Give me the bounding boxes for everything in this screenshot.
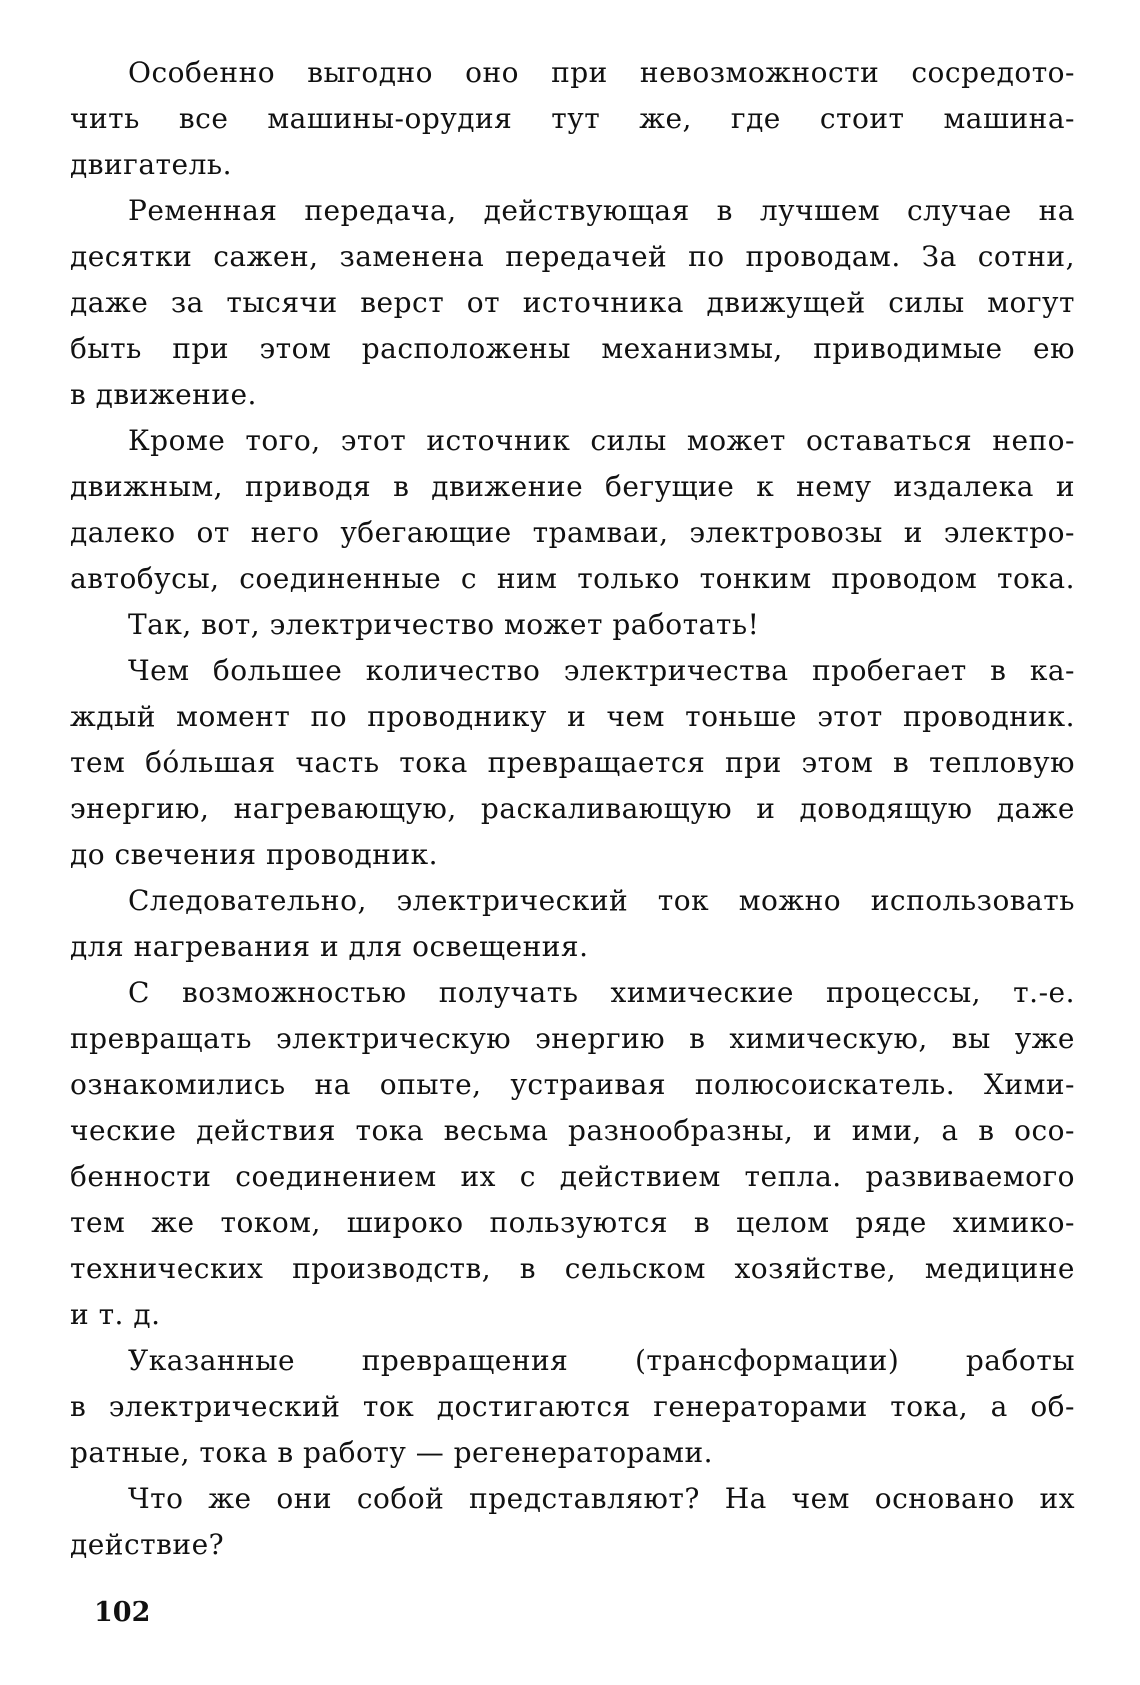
text-line: Чем большее количество электричества пробегает в ка- [128,654,1075,687]
text-line: в электрический ток достигаются генераторами тока, а об- [70,1390,1075,1423]
paragraph-9 [70,1476,1075,1568]
text-line: ознакомились на опыте, устраивая полюсоискатель. Хими- [70,1068,1075,1101]
text-line: действие? [70,1528,225,1561]
text-line: технических производств, в сельском хозяйстве, медицине [70,1252,1075,1285]
text-line: ратные, тока в работу — регенераторами. [70,1436,714,1469]
text-line: С возможностью получать химические процессы, т.-е. [128,976,1075,1009]
text-line: для нагревания и для освещения. [70,930,589,963]
text-line: далеко от него убегающие трамваи, электровозы и электро- [70,516,1075,549]
text-line: и т. д. [70,1298,161,1331]
text-line: Так, вот, электричество может работать! [128,608,760,641]
page-body [70,50,1075,1568]
paragraph-7 [70,970,1075,1338]
text-line: десятки сажен, заменена передачей по проводам. За сотни, [70,240,1075,273]
text-line: ческие действия тока весьма разнообразны, и ими, а в осо- [70,1114,1075,1147]
text-line: тем же током, широко пользуются в целом ряде химико- [70,1206,1075,1239]
text-line: быть при этом расположены механизмы, приводимые ею [70,332,1075,365]
paragraph-4 [70,602,1075,648]
text-line: превращать электрическую энергию в химическую, вы уже [70,1022,1075,1055]
text-line: автобусы, соединенные с ним только тонким проводом тока. [70,562,1075,595]
text-line: движным, приводя в движение бегущие к нему издалека и [70,470,1075,503]
text-line: Ременная передача, действующая в лучшем случае на [128,194,1075,227]
text-line: в движение. [70,378,257,411]
text-line: двигатель. [70,148,233,181]
text-line: Указанные превращения (трансформации) работы [128,1344,1075,1377]
text-line: Кроме того, этот источник силы может оставаться непо- [128,424,1075,457]
text-line: Следовательно, электрический ток можно использовать [128,884,1075,917]
text-line: даже за тысячи верст от источника движущей силы могут [70,286,1075,319]
text-line: бенности соединением их с действием тепла. развиваемого [70,1160,1075,1193]
text-line: чить все машины-орудия тут же, где стоит машина- [70,102,1075,135]
paragraph-2 [70,188,1075,418]
paragraph-8 [70,1338,1075,1476]
text-line: тем бóльшая часть тока превращается при этом в тепловую [70,746,1075,779]
paragraph-5 [70,648,1075,878]
text-line: до свечения проводник. [70,838,439,871]
page-number: 102 [94,1597,151,1628]
text-line: энергию, нагревающую, раскаливающую и доводящую даже [70,792,1075,825]
text-line: ждый момент по проводнику и чем тоньше этот проводник. [70,700,1075,733]
paragraph-3 [70,418,1075,602]
paragraph-6 [70,878,1075,970]
text-line: Особенно выгодно оно при невозможности сосредото- [128,56,1075,89]
paragraph-1 [70,50,1075,188]
text-line: Что же они собой представляют? На чем основано их [128,1482,1075,1515]
